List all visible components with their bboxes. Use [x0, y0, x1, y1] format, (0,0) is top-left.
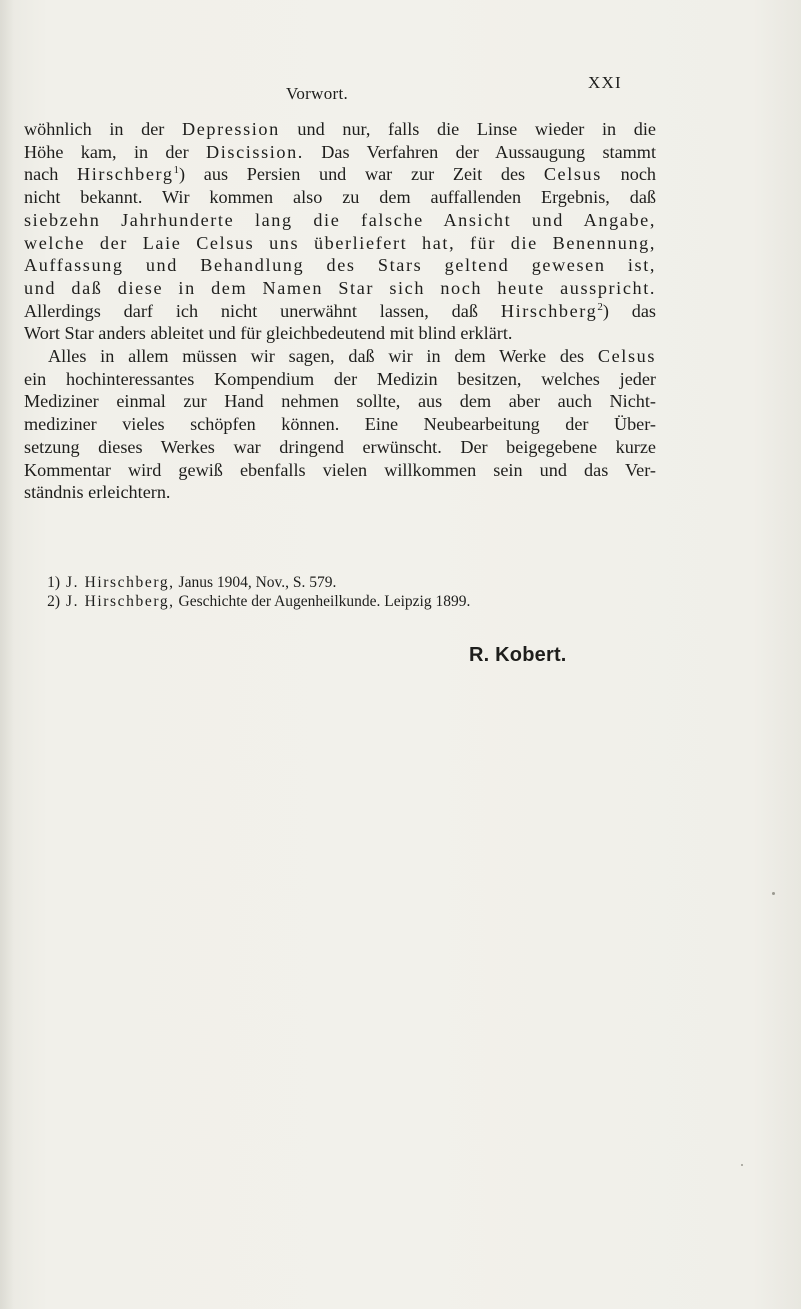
- text-line: [24, 141, 656, 164]
- text-run: Das Verfahren der Aussaugung stammt: [303, 141, 656, 162]
- spaced-emphasis-text: Discission.: [206, 141, 304, 162]
- text-line: [24, 368, 656, 391]
- text-line: [24, 481, 656, 504]
- spaced-emphasis-text: siebzehn Jahrhunderte lang die falsche Ansicht und Angabe,: [24, 209, 656, 230]
- spaced-emphasis-text: Celsus: [597, 346, 656, 367]
- text-line: [24, 322, 656, 345]
- footnote-marker: 2): [47, 593, 60, 610]
- spaced-emphasis-text: welche der Laie Celsus uns überliefert hat, für die Benennung,: [24, 232, 656, 253]
- text-run: Mediziner einmal zur Hand nehmen sollte, aus dem aber auch Nicht-: [24, 391, 656, 412]
- running-header-title: Vorwort.: [286, 84, 349, 103]
- text-line: [24, 163, 656, 186]
- text-run: Wort Star anders ableitet und für gleichbedeutend mit blind erklärt.: [24, 323, 513, 344]
- text-run: ein hochinteressantes Kompendium der Medizin besitzen, welches jeder: [24, 368, 656, 389]
- footnote-reference: 1: [173, 164, 180, 177]
- text-line: [24, 300, 656, 323]
- spaced-emphasis-text: Auffassung und Behandlung des Stars geltend gewesen ist,: [24, 255, 656, 276]
- text-line: [24, 186, 656, 209]
- footnote-reference: 2: [597, 300, 603, 313]
- text-run: Kommentar wird gewiß ebenfalls vielen willkommen sein und das Ver-: [24, 459, 656, 480]
- text-run: mediziner vieles schöpfen können. Eine Neubearbeitung der Über-: [24, 414, 656, 435]
- text-run: setzung dieses Werkes war dringend erwünscht. Der beigegebene kurze: [24, 436, 656, 457]
- body-text: [24, 118, 656, 504]
- footnote-marker: 1): [47, 574, 60, 591]
- text-line: [24, 413, 656, 436]
- text-run: Alles in allem müssen wir sagen, daß wir in dem Werke des: [48, 346, 598, 367]
- spaced-emphasis-text: Celsus: [543, 164, 602, 185]
- text-run: nicht bekannt. Wir kommen also zu dem auffallenden Ergebnis, daß: [24, 187, 656, 208]
- text-run: und nur, falls die Linse wieder in die: [279, 119, 656, 139]
- spaced-emphasis-text: Hirschberg: [500, 300, 598, 321]
- text-run: nach: [24, 164, 78, 185]
- text-run: Allerdings darf ich nicht unerwähnt lassen, daß: [24, 300, 501, 321]
- text-run: noch: [601, 164, 656, 185]
- text-line: [24, 345, 656, 368]
- spaced-emphasis-text: Depression: [181, 119, 280, 139]
- text-line: [24, 209, 656, 232]
- text-line: [24, 118, 656, 141]
- text-run: wöhnlich in der: [24, 119, 182, 139]
- spaced-emphasis-text: Hirschberg: [77, 164, 174, 185]
- footnote-text: Janus 1904, Nov., S. 579.: [178, 574, 337, 591]
- text-line: [24, 232, 656, 255]
- text-run: ) aus Persien und war zur Zeit des: [179, 164, 544, 185]
- text-line: [24, 254, 656, 277]
- text-line: [24, 436, 656, 459]
- text-run: Höhe kam, in der: [24, 141, 206, 162]
- text-run: ständnis erleichtern.: [24, 482, 171, 503]
- text-line: [24, 390, 656, 413]
- footnote-2: [24, 592, 664, 611]
- footnote-1: [24, 573, 664, 592]
- paper-speck: [741, 1164, 743, 1166]
- footnote-text: Geschichte der Augenheilkunde. Leipzig 1899.: [178, 593, 471, 610]
- author-signature: R. Kobert.: [469, 644, 567, 666]
- paper-speck: [772, 892, 775, 895]
- text-line: [24, 277, 656, 300]
- footnotes: [24, 573, 664, 611]
- footnote-author: J. Hirschberg,: [66, 574, 175, 591]
- footnote-author: J. Hirschberg,: [66, 593, 175, 610]
- spaced-emphasis-text: und daß diese in dem Namen Star sich noch heute ausspricht.: [24, 277, 656, 298]
- page-number: XXI: [588, 73, 622, 92]
- text-run: ) das: [602, 300, 656, 321]
- text-line: [24, 459, 656, 482]
- page-gutter-shadow: [0, 0, 14, 1309]
